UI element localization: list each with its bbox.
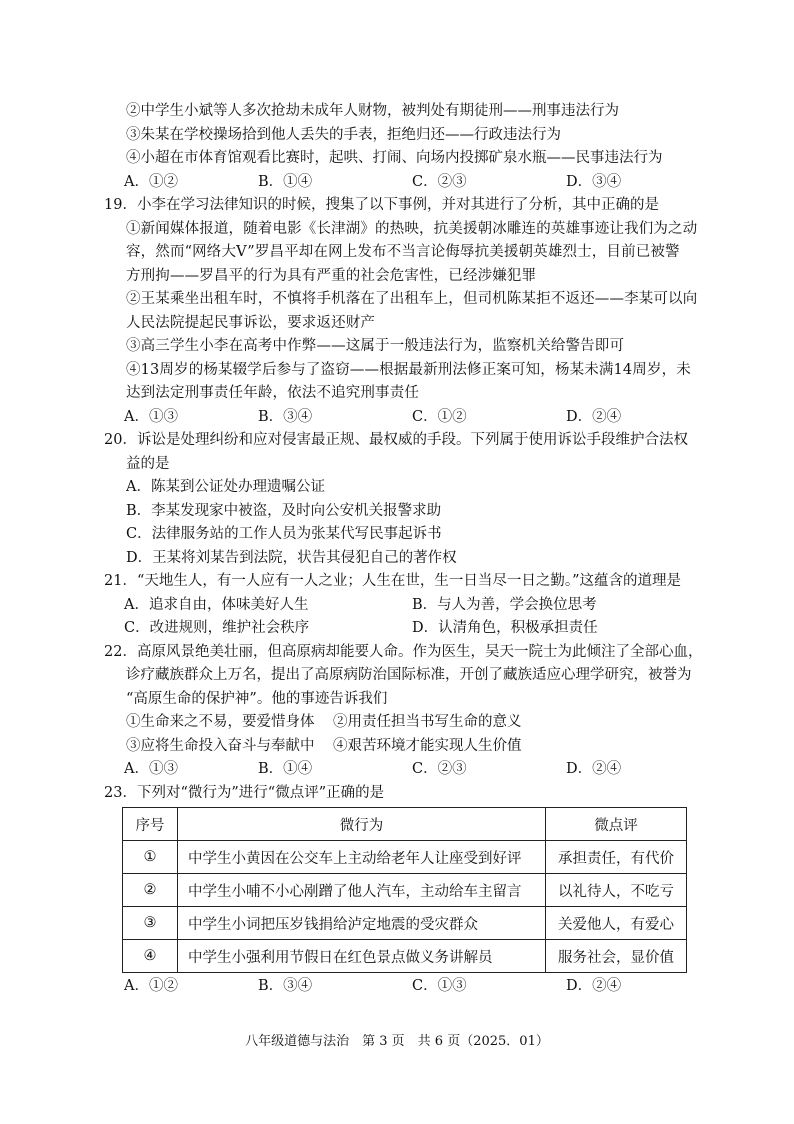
- q21-option-c[interactable]: C．改进规则，维护社会秩序: [124, 620, 310, 636]
- table-row: [123, 841, 687, 874]
- q23-options: [0, 975, 794, 999]
- q18-option-a[interactable]: A．①②: [124, 173, 178, 190]
- row-index: ③: [123, 907, 178, 940]
- row-comment: 以礼待人，不吃亏: [546, 874, 687, 907]
- row-behavior: 中学生小哺不小心剐蹭了他人汽车，主动给车主留言: [178, 874, 546, 907]
- q20-option-a[interactable]: A．陈某到公证处办理遗嘱公证: [126, 479, 325, 495]
- row-comment: 承担责任，有代价: [546, 841, 687, 874]
- q19-item-1-line-2: 容，然而“网络大V”罗昌平却在网上发布不当言论侮辱抗美援朝英雄烈士，目前已被警: [126, 244, 680, 260]
- q19-item-4-line-2: 达到法定刑事责任年龄，依法不追究刑事责任: [126, 385, 419, 401]
- table-row: [123, 907, 687, 940]
- table-row: [123, 940, 687, 973]
- q19-option-b[interactable]: B．③④: [258, 408, 313, 425]
- q22-stem-line-3: “高原生命的保护神”。他的事迹告诉我们: [126, 690, 388, 707]
- q19-item-1-line-3: 方刑拘——罗昌平的行为具有严重的社会危害性，已经涉嫌犯罪: [126, 267, 537, 284]
- q22-stem-line-2: 诊疗藏族群众上万名，提出了高原病防治国际标准，开创了藏族适应心理学研究，被誉为: [126, 667, 692, 683]
- q21-option-d[interactable]: D．认清角色，积极承担责任: [412, 620, 598, 636]
- row-comment: 服务社会，显价值: [546, 940, 687, 973]
- q22-option-c[interactable]: C．②③: [412, 761, 467, 777]
- q22-items-row-2: [0, 735, 794, 759]
- row-behavior: 中学生小强利用节假日在红色景点做义务讲解员: [178, 940, 546, 973]
- row-behavior: 中学生小黄因在公交车上主动给老年人让座受到好评: [178, 841, 546, 874]
- row-index: ④: [123, 940, 178, 973]
- q23-stem: 23．下列对“微行为”进行“微点评”正确的是: [104, 784, 385, 801]
- q22-option-d[interactable]: D．②④: [566, 761, 622, 777]
- q19-option-a[interactable]: A．①③: [124, 408, 178, 425]
- q23-option-d[interactable]: D．②④: [566, 978, 622, 994]
- q21-stem: 21．“天地生人，有一人应有一人之业；人生在世，生一日当尽一日之勤。”这蕴含的道理是: [104, 573, 682, 589]
- q21-options-row-2: [0, 617, 794, 641]
- q22-stem-line-1: 22．高原风景绝美壮丽，但高原病却能要人命。作为医生，吴天一院士为此倾注了全部心血，: [104, 643, 703, 660]
- header-index: 序号: [123, 808, 178, 841]
- q18-option-b[interactable]: B．①④: [258, 173, 313, 190]
- q19-item-4-line-1: ④13周岁的杨某辍学后参与了盗窃——根据最新刑法修正案可知，杨某未满14周岁，未: [126, 361, 691, 378]
- q18-item-2: ②中学生小斌等人多次抢劫未成年人财物，被判处有期徒刑——刑事违法行为: [126, 103, 619, 119]
- q20-option-d[interactable]: D．王某将刘某告到法院，状告其侵犯自己的著作权: [126, 549, 457, 566]
- q23-option-c[interactable]: C．①③: [412, 978, 467, 994]
- page-footer: 八年级道德与法治 第 3 页 共 6 页（2025．01）: [245, 1034, 549, 1049]
- q19-item-1-line-1: ①新闻媒体报道，随着电影《长津湖》的热映，抗美援朝冰雕连的英雄事迹让我们为之动: [126, 220, 698, 237]
- q22-item-1: ①生命来之不易，要爱惜身体: [126, 714, 315, 730]
- table-row: [123, 874, 687, 907]
- q23-option-a[interactable]: A．①②: [124, 978, 178, 994]
- q21-options-row-1: [0, 594, 794, 618]
- q20-option-b[interactable]: B．李某发现家中被盗，及时向公安机关报警求助: [126, 502, 442, 519]
- q23-option-b[interactable]: B．③④: [258, 978, 313, 994]
- q19-option-c[interactable]: C．①②: [412, 408, 467, 425]
- q22-item-2: ②用责任担当书写生命的意义: [333, 714, 522, 730]
- q22-option-b[interactable]: B．①④: [258, 761, 313, 777]
- q21-option-b[interactable]: B．与人为善，学会换位思考: [412, 596, 597, 613]
- q20-stem-line-1: 20．诉讼是处理纠纷和应对侵害最正规、最权威的手段。下列属于使用诉讼手段维护合法权: [104, 432, 688, 448]
- q19-options: [0, 406, 794, 430]
- q22-option-a[interactable]: A．①③: [124, 761, 178, 777]
- q23-table: [122, 807, 687, 973]
- q22-options: [0, 758, 794, 782]
- header-behavior: 微行为: [178, 808, 546, 841]
- row-index: ②: [123, 874, 178, 907]
- row-index: ①: [123, 841, 178, 874]
- table-header-row: [123, 808, 687, 841]
- q22-item-3: ③应将生命投入奋斗与奉献中: [126, 737, 315, 754]
- questions-area: [0, 100, 794, 999]
- q19-item-2-line-1: ②王某乘坐出租车时，不慎将手机落在了出租车上，但司机陈某拒不返还——李某可以向: [126, 291, 698, 307]
- q18-option-d[interactable]: D．③④: [566, 173, 622, 190]
- q20-stem-line-2: 益的是: [126, 455, 170, 472]
- q19-stem: 19．小李在学习法律知识的时候，搜集了以下事例，并对其进行了分析，其中正确的是: [104, 197, 659, 213]
- row-behavior: 中学生小词把压岁钱捐给泸定地震的受灾群众: [178, 907, 546, 940]
- q18-options: [0, 171, 794, 195]
- row-comment: 关爱他人，有爱心: [546, 907, 687, 940]
- q18-option-c[interactable]: C．②③: [412, 173, 467, 190]
- q22-item-4: ④艰苦环境才能实现人生价值: [333, 737, 522, 754]
- q19-item-3: ③高三学生小李在高考中作弊——这属于一般违法行为，监察机关给警告即可: [126, 338, 625, 354]
- header-comment: 微点评: [546, 808, 687, 841]
- q19-item-2-line-2: 人民法院提起民事诉讼，要求返还财产: [126, 314, 376, 331]
- q21-option-a[interactable]: A．追求自由，体味美好人生: [124, 596, 309, 613]
- q18-item-3: ③朱某在学校操场拾到他人丢失的手表，拒绝归还——行政违法行为: [126, 126, 561, 143]
- q22-items-row-1: [0, 711, 794, 735]
- q20-option-c[interactable]: C．法律服务站的工作人员为张某代写民事起诉书: [126, 526, 442, 542]
- q19-option-d[interactable]: D．②④: [566, 408, 622, 425]
- q18-item-4: ④小超在市体育馆观看比赛时，起哄、打闹、向场内投掷矿泉水瓶——民事违法行为: [126, 150, 663, 166]
